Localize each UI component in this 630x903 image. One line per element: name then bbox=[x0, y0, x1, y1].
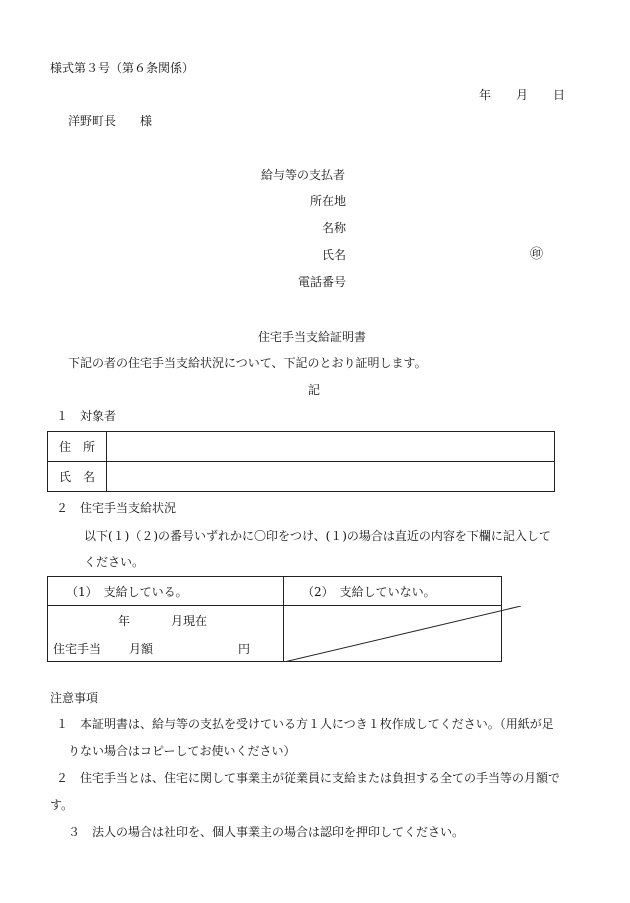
name-value-field[interactable] bbox=[107, 462, 555, 492]
option2-cell[interactable]: （2） 支給していない。 bbox=[284, 577, 502, 606]
address-label: 住 所 bbox=[48, 432, 107, 462]
name-label: 氏 名 bbox=[48, 462, 107, 492]
target-person-table bbox=[47, 431, 555, 492]
not-paid-empty-cell bbox=[284, 606, 502, 662]
section2-heading: ２ 住宅手当支給状況 bbox=[56, 501, 177, 515]
allowance-label: 住宅手当 bbox=[53, 642, 102, 656]
note2-line1: ２ 住宅手当とは、住宅に関して事業主が従業員に支給または負担する全ての手当等の月額で bbox=[56, 771, 561, 785]
table-row bbox=[48, 577, 502, 606]
monthly-amount-label: 月額 bbox=[129, 642, 154, 656]
note1-line1: １ 本証明書は、給与等の支払を受けている方１人につき１枚作成してください。（用紙が足 bbox=[56, 717, 554, 731]
address-value-field[interactable] bbox=[107, 432, 555, 462]
note2-line2: す。 bbox=[50, 798, 74, 812]
allowance-status-table bbox=[47, 576, 502, 662]
as-of-year: 年 bbox=[118, 614, 131, 628]
table-row bbox=[48, 462, 555, 492]
table-row bbox=[48, 432, 555, 462]
yen-unit: 円 bbox=[238, 642, 251, 656]
notes-heading: 注意事項 bbox=[50, 691, 99, 705]
intro-text: 下記の者の住宅手当支給状況について、下記のとおり証明します。 bbox=[68, 356, 427, 370]
table-row bbox=[48, 606, 502, 662]
form-number: 様式第３号（第６条関係） bbox=[50, 61, 195, 75]
payer-person-label: 氏名 bbox=[322, 248, 347, 262]
date-year: 年 bbox=[479, 88, 492, 102]
seal-mark: ㊞ bbox=[530, 247, 544, 262]
note3: ３ 法人の場合は社印を、個人事業主の場合は認印を押印してください。 bbox=[68, 825, 465, 839]
payer-location-label: 所在地 bbox=[310, 194, 347, 208]
allowance-detail-cell[interactable] bbox=[48, 606, 284, 662]
document-title: 住宅手当支給証明書 bbox=[258, 330, 367, 344]
section1-heading: １ 対象者 bbox=[56, 409, 117, 423]
ki-heading: 記 bbox=[308, 383, 321, 397]
addressee: 洋野町長 様 bbox=[68, 114, 153, 128]
date-day: 日 bbox=[553, 88, 566, 102]
instruction-line2: ください。 bbox=[84, 555, 145, 569]
note1-line2: りない場合はコピーしてお使いください） bbox=[68, 744, 296, 758]
diagonal-strike-line bbox=[284, 606, 521, 662]
payer-name-label: 名称 bbox=[322, 221, 347, 235]
payer-heading: 給与等の支払者 bbox=[261, 168, 346, 182]
instruction-line1: 以下(１)（２)の番号いずれかに〇印をつけ、(１)の場合は直近の内容を下欄に記入して bbox=[84, 529, 551, 543]
payer-phone-label: 電話番号 bbox=[298, 275, 347, 289]
date-month: 月 bbox=[516, 88, 529, 102]
as-of-month: 月現在 bbox=[171, 614, 208, 628]
option1-cell[interactable]: （1） 支給している。 bbox=[48, 577, 284, 606]
